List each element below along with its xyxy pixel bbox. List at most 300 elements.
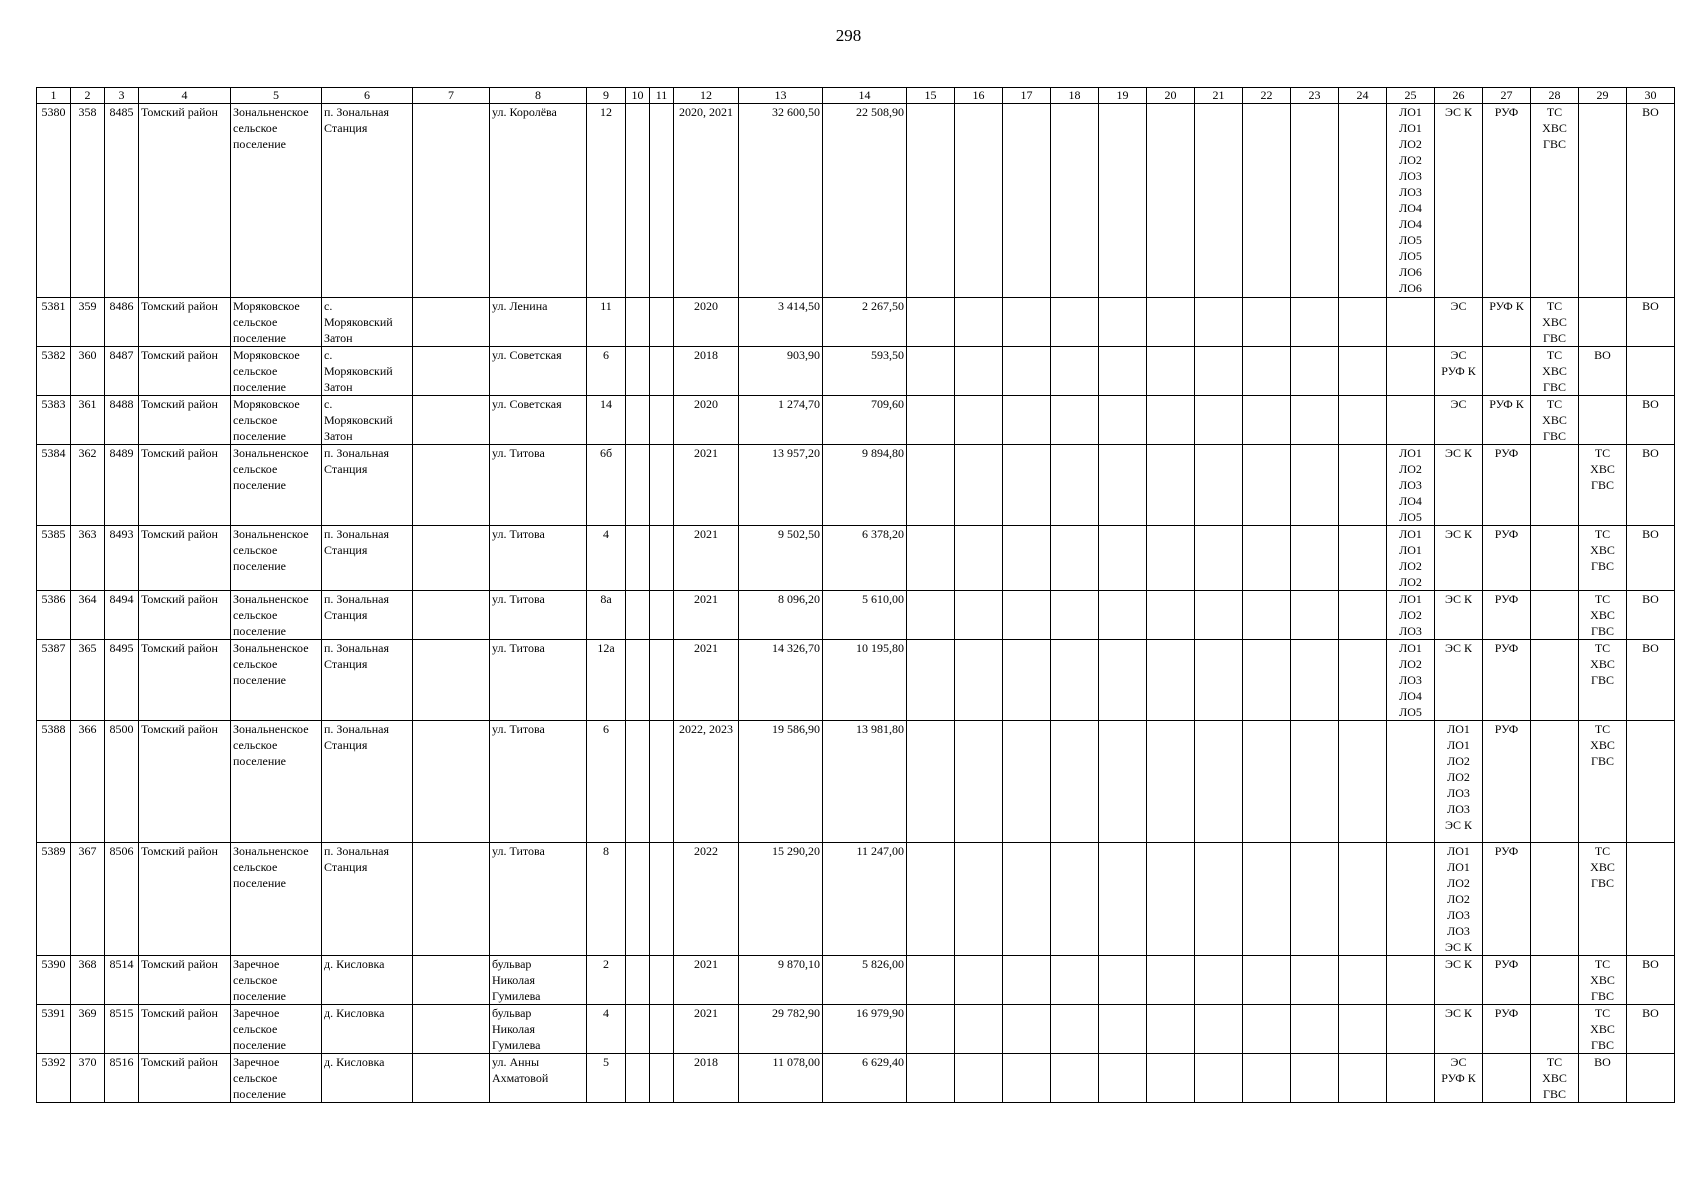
cell-col-1: 5390 [37,956,71,1005]
cell-col-12: 2021 [674,640,739,721]
cell-col-9: 6б [587,445,626,526]
cell-col-17 [1003,104,1051,298]
column-number: 9 [587,88,626,104]
cell-col-24 [1339,956,1387,1005]
cell-col-22 [1243,591,1291,640]
cell-col-9: 6 [587,721,626,843]
table-row [37,956,1675,1005]
cell-col-11 [650,640,674,721]
cell-col-21 [1195,1005,1243,1054]
cell-col-20 [1147,526,1195,591]
cell-col-15 [907,843,955,956]
cell-col-24 [1339,591,1387,640]
cell-col-23 [1291,640,1339,721]
cell-col-29: ТС ХВС ГВС [1579,1005,1627,1054]
cell-col-22 [1243,640,1291,721]
cell-col-17 [1003,298,1051,347]
cell-col-13: 3 414,50 [739,298,823,347]
cell-col-29: ТС ХВС ГВС [1579,956,1627,1005]
cell-col-18 [1051,1005,1099,1054]
cell-col-4: Томский район [139,721,231,843]
cell-col-6: п. Зональная Станция [322,843,413,956]
cell-col-11 [650,396,674,445]
cell-col-21 [1195,396,1243,445]
cell-col-11 [650,104,674,298]
cell-col-4: Томский район [139,591,231,640]
cell-col-24 [1339,445,1387,526]
cell-col-14: 9 894,80 [823,445,907,526]
cell-col-14: 16 979,90 [823,1005,907,1054]
cell-col-17 [1003,526,1051,591]
cell-col-10 [626,1054,650,1103]
cell-col-30: ВО [1627,526,1675,591]
cell-col-19 [1099,396,1147,445]
cell-col-8: бульвар Николая Гумилева [490,956,587,1005]
cell-col-1: 5391 [37,1005,71,1054]
cell-col-23 [1291,298,1339,347]
cell-col-14: 6 629,40 [823,1054,907,1103]
cell-col-30: ВО [1627,956,1675,1005]
cell-col-12: 2020 [674,396,739,445]
cell-col-2: 362 [71,445,105,526]
cell-col-29 [1579,298,1627,347]
cell-col-30: ВО [1627,1005,1675,1054]
cell-col-11 [650,347,674,396]
cell-col-8: ул. Титова [490,843,587,956]
column-number: 21 [1195,88,1243,104]
cell-col-19 [1099,526,1147,591]
cell-col-16 [955,1054,1003,1103]
cell-col-27: РУФ [1483,591,1531,640]
cell-col-8: ул. Титова [490,721,587,843]
cell-col-25 [1387,721,1435,843]
cell-col-7 [413,445,490,526]
cell-col-25 [1387,396,1435,445]
cell-col-1: 5389 [37,843,71,956]
cell-col-4: Томский район [139,1005,231,1054]
cell-col-13: 19 586,90 [739,721,823,843]
cell-col-23 [1291,396,1339,445]
cell-col-5: Моряковское сельское поселение [231,347,322,396]
cell-col-6: д. Кисловка [322,1005,413,1054]
cell-col-6: п. Зональная Станция [322,445,413,526]
cell-col-3: 8493 [105,526,139,591]
cell-col-9: 8а [587,591,626,640]
column-number: 14 [823,88,907,104]
cell-col-21 [1195,347,1243,396]
cell-col-2: 367 [71,843,105,956]
cell-col-7 [413,1054,490,1103]
cell-col-2: 364 [71,591,105,640]
cell-col-19 [1099,956,1147,1005]
cell-col-11 [650,526,674,591]
cell-col-12: 2021 [674,445,739,526]
cell-col-17 [1003,1005,1051,1054]
cell-col-2: 363 [71,526,105,591]
cell-col-11 [650,956,674,1005]
cell-col-15 [907,1054,955,1103]
cell-col-14: 5 610,00 [823,591,907,640]
column-number: 11 [650,88,674,104]
cell-col-25 [1387,298,1435,347]
cell-col-28 [1531,526,1579,591]
cell-col-13: 903,90 [739,347,823,396]
cell-col-25 [1387,956,1435,1005]
cell-col-28 [1531,721,1579,843]
cell-col-13: 9 502,50 [739,526,823,591]
cell-col-4: Томский район [139,526,231,591]
cell-col-29: ТС ХВС ГВС [1579,721,1627,843]
cell-col-7 [413,347,490,396]
cell-col-28 [1531,843,1579,956]
cell-col-10 [626,396,650,445]
cell-col-21 [1195,104,1243,298]
cell-col-8: ул. Советская [490,347,587,396]
cell-col-10 [626,956,650,1005]
cell-col-16 [955,526,1003,591]
cell-col-13: 9 870,10 [739,956,823,1005]
column-number: 22 [1243,88,1291,104]
cell-col-14: 13 981,80 [823,721,907,843]
cell-col-1: 5384 [37,445,71,526]
cell-col-3: 8489 [105,445,139,526]
column-number: 2 [71,88,105,104]
cell-col-7 [413,721,490,843]
cell-col-5: Заречное сельское поселение [231,1054,322,1103]
cell-col-24 [1339,721,1387,843]
cell-col-16 [955,956,1003,1005]
cell-col-25: ЛО1 ЛО2 ЛО3 ЛО4 ЛО5 [1387,640,1435,721]
cell-col-7 [413,396,490,445]
cell-col-10 [626,721,650,843]
cell-col-8: ул. Титова [490,445,587,526]
table-row [37,347,1675,396]
cell-col-4: Томский район [139,298,231,347]
cell-col-24 [1339,347,1387,396]
table-row [37,526,1675,591]
cell-col-26: ЭС К [1435,591,1483,640]
cell-col-5: Зональненское сельское поселение [231,640,322,721]
table-row [37,1005,1675,1054]
cell-col-17 [1003,843,1051,956]
cell-col-2: 366 [71,721,105,843]
cell-col-27: РУФ К [1483,396,1531,445]
cell-col-2: 368 [71,956,105,1005]
column-number: 23 [1291,88,1339,104]
cell-col-29: ТС ХВС ГВС [1579,591,1627,640]
cell-col-10 [626,445,650,526]
cell-col-20 [1147,445,1195,526]
cell-col-27: РУФ [1483,640,1531,721]
cell-col-14: 11 247,00 [823,843,907,956]
cell-col-3: 8488 [105,396,139,445]
cell-col-14: 593,50 [823,347,907,396]
table-row [37,298,1675,347]
cell-col-16 [955,843,1003,956]
cell-col-16 [955,445,1003,526]
cell-col-10 [626,347,650,396]
cell-col-18 [1051,347,1099,396]
cell-col-16 [955,298,1003,347]
cell-col-26: ЛО1 ЛО1 ЛО2 ЛО2 ЛО3 ЛО3 ЭС К [1435,843,1483,956]
cell-col-9: 2 [587,956,626,1005]
cell-col-27: РУФ [1483,721,1531,843]
cell-col-4: Томский район [139,640,231,721]
cell-col-12: 2020 [674,298,739,347]
column-number: 3 [105,88,139,104]
cell-col-20 [1147,956,1195,1005]
cell-col-27: РУФ К [1483,298,1531,347]
cell-col-3: 8515 [105,1005,139,1054]
cell-col-9: 4 [587,526,626,591]
cell-col-14: 2 267,50 [823,298,907,347]
cell-col-24 [1339,298,1387,347]
cell-col-27 [1483,1054,1531,1103]
cell-col-7 [413,843,490,956]
table-row [37,843,1675,956]
cell-col-22 [1243,843,1291,956]
cell-col-16 [955,640,1003,721]
cell-col-6: с. Моряковский Затон [322,347,413,396]
cell-col-28: ТС ХВС ГВС [1531,104,1579,298]
cell-col-19 [1099,1054,1147,1103]
cell-col-15 [907,396,955,445]
page-number: 298 [835,26,862,45]
cell-col-8: ул. Советская [490,396,587,445]
cell-col-17 [1003,591,1051,640]
cell-col-5: Зональненское сельское поселение [231,843,322,956]
cell-col-30 [1627,1054,1675,1103]
cell-col-5: Моряковское сельское поселение [231,298,322,347]
cell-col-21 [1195,956,1243,1005]
cell-col-7 [413,1005,490,1054]
cell-col-6: п. Зональная Станция [322,104,413,298]
cell-col-1: 5386 [37,591,71,640]
cell-col-21 [1195,721,1243,843]
column-number: 10 [626,88,650,104]
cell-col-7 [413,956,490,1005]
cell-col-20 [1147,640,1195,721]
cell-col-4: Томский район [139,396,231,445]
cell-col-5: Моряковское сельское поселение [231,396,322,445]
cell-col-21 [1195,843,1243,956]
column-number: 7 [413,88,490,104]
cell-col-16 [955,104,1003,298]
cell-col-2: 358 [71,104,105,298]
cell-col-21 [1195,591,1243,640]
cell-col-3: 8500 [105,721,139,843]
cell-col-30: ВО [1627,396,1675,445]
column-number: 28 [1531,88,1579,104]
cell-col-13: 13 957,20 [739,445,823,526]
column-number: 4 [139,88,231,104]
cell-col-15 [907,104,955,298]
cell-col-27: РУФ [1483,526,1531,591]
cell-col-1: 5387 [37,640,71,721]
cell-col-2: 365 [71,640,105,721]
cell-col-1: 5382 [37,347,71,396]
cell-col-6: с. Моряковский Затон [322,298,413,347]
cell-col-20 [1147,1005,1195,1054]
cell-col-12: 2021 [674,526,739,591]
cell-col-30: ВО [1627,445,1675,526]
column-number: 16 [955,88,1003,104]
cell-col-25 [1387,347,1435,396]
cell-col-12: 2021 [674,956,739,1005]
cell-col-12: 2021 [674,1005,739,1054]
cell-col-21 [1195,526,1243,591]
cell-col-19 [1099,721,1147,843]
cell-col-2: 370 [71,1054,105,1103]
cell-col-25 [1387,843,1435,956]
cell-col-19 [1099,298,1147,347]
cell-col-26: ЭС РУФ К [1435,347,1483,396]
cell-col-21 [1195,1054,1243,1103]
cell-col-29: ТС ХВС ГВС [1579,843,1627,956]
cell-col-26: ЭС К [1435,445,1483,526]
cell-col-11 [650,445,674,526]
cell-col-14: 6 378,20 [823,526,907,591]
cell-col-18 [1051,396,1099,445]
cell-col-3: 8495 [105,640,139,721]
cell-col-20 [1147,396,1195,445]
cell-col-11 [650,721,674,843]
cell-col-13: 15 290,20 [739,843,823,956]
cell-col-19 [1099,640,1147,721]
cell-col-7 [413,640,490,721]
cell-col-19 [1099,347,1147,396]
cell-col-9: 8 [587,843,626,956]
cell-col-26: ЭС К [1435,956,1483,1005]
cell-col-8: ул. Ленина [490,298,587,347]
cell-col-7 [413,104,490,298]
column-number: 27 [1483,88,1531,104]
cell-col-23 [1291,347,1339,396]
column-number: 18 [1051,88,1099,104]
cell-col-17 [1003,956,1051,1005]
cell-col-5: Заречное сельское поселение [231,956,322,1005]
cell-col-7 [413,526,490,591]
cell-col-27: РУФ [1483,1005,1531,1054]
cell-col-1: 5388 [37,721,71,843]
cell-col-19 [1099,1005,1147,1054]
cell-col-20 [1147,843,1195,956]
cell-col-26: ЭС К [1435,104,1483,298]
column-number: 15 [907,88,955,104]
cell-col-14: 709,60 [823,396,907,445]
cell-col-22 [1243,445,1291,526]
cell-col-2: 361 [71,396,105,445]
cell-col-17 [1003,721,1051,843]
cell-col-5: Зональненское сельское поселение [231,445,322,526]
cell-col-11 [650,843,674,956]
cell-col-28: ТС ХВС ГВС [1531,347,1579,396]
cell-col-26: ЭС [1435,396,1483,445]
cell-col-29: ТС ХВС ГВС [1579,445,1627,526]
cell-col-11 [650,591,674,640]
cell-col-29: ВО [1579,347,1627,396]
cell-col-6: с. Моряковский Затон [322,396,413,445]
cell-col-28: ТС ХВС ГВС [1531,1054,1579,1103]
cell-col-10 [626,104,650,298]
cell-col-8: ул. Королёва [490,104,587,298]
cell-col-27: РУФ [1483,843,1531,956]
cell-col-3: 8514 [105,956,139,1005]
cell-col-24 [1339,526,1387,591]
cell-col-24 [1339,396,1387,445]
cell-col-4: Томский район [139,445,231,526]
cell-col-7 [413,298,490,347]
cell-col-18 [1051,104,1099,298]
cell-col-20 [1147,721,1195,843]
cell-col-6: п. Зональная Станция [322,591,413,640]
column-number: 1 [37,88,71,104]
column-number: 25 [1387,88,1435,104]
cell-col-21 [1195,640,1243,721]
cell-col-27 [1483,347,1531,396]
cell-col-10 [626,298,650,347]
cell-col-29: ВО [1579,1054,1627,1103]
cell-col-18 [1051,591,1099,640]
cell-col-9: 5 [587,1054,626,1103]
cell-col-16 [955,396,1003,445]
cell-col-2: 359 [71,298,105,347]
column-number: 8 [490,88,587,104]
cell-col-22 [1243,104,1291,298]
cell-col-15 [907,721,955,843]
cell-col-3: 8485 [105,104,139,298]
cell-col-22 [1243,1005,1291,1054]
cell-col-18 [1051,1054,1099,1103]
cell-col-19 [1099,843,1147,956]
column-number: 19 [1099,88,1147,104]
cell-col-26: ЭС К [1435,526,1483,591]
cell-col-28: ТС ХВС ГВС [1531,396,1579,445]
cell-col-1: 5383 [37,396,71,445]
register-table [36,87,1675,1103]
cell-col-22 [1243,956,1291,1005]
cell-col-16 [955,1005,1003,1054]
table-row [37,1054,1675,1103]
cell-col-30: ВО [1627,104,1675,298]
cell-col-23 [1291,956,1339,1005]
cell-col-9: 11 [587,298,626,347]
cell-col-15 [907,445,955,526]
cell-col-4: Томский район [139,1054,231,1103]
column-number: 17 [1003,88,1051,104]
column-number: 29 [1579,88,1627,104]
cell-col-22 [1243,1054,1291,1103]
column-number: 20 [1147,88,1195,104]
cell-col-15 [907,1005,955,1054]
cell-col-9: 12 [587,104,626,298]
cell-col-8: ул. Анны Ахматовой [490,1054,587,1103]
cell-col-19 [1099,104,1147,298]
cell-col-28 [1531,956,1579,1005]
cell-col-6: д. Кисловка [322,1054,413,1103]
table-row [37,721,1675,843]
cell-col-23 [1291,721,1339,843]
cell-col-11 [650,298,674,347]
cell-col-16 [955,591,1003,640]
cell-col-9: 4 [587,1005,626,1054]
cell-col-30: ВО [1627,591,1675,640]
cell-col-13: 1 274,70 [739,396,823,445]
cell-col-21 [1195,298,1243,347]
cell-col-28 [1531,591,1579,640]
cell-col-10 [626,526,650,591]
cell-col-3: 8516 [105,1054,139,1103]
